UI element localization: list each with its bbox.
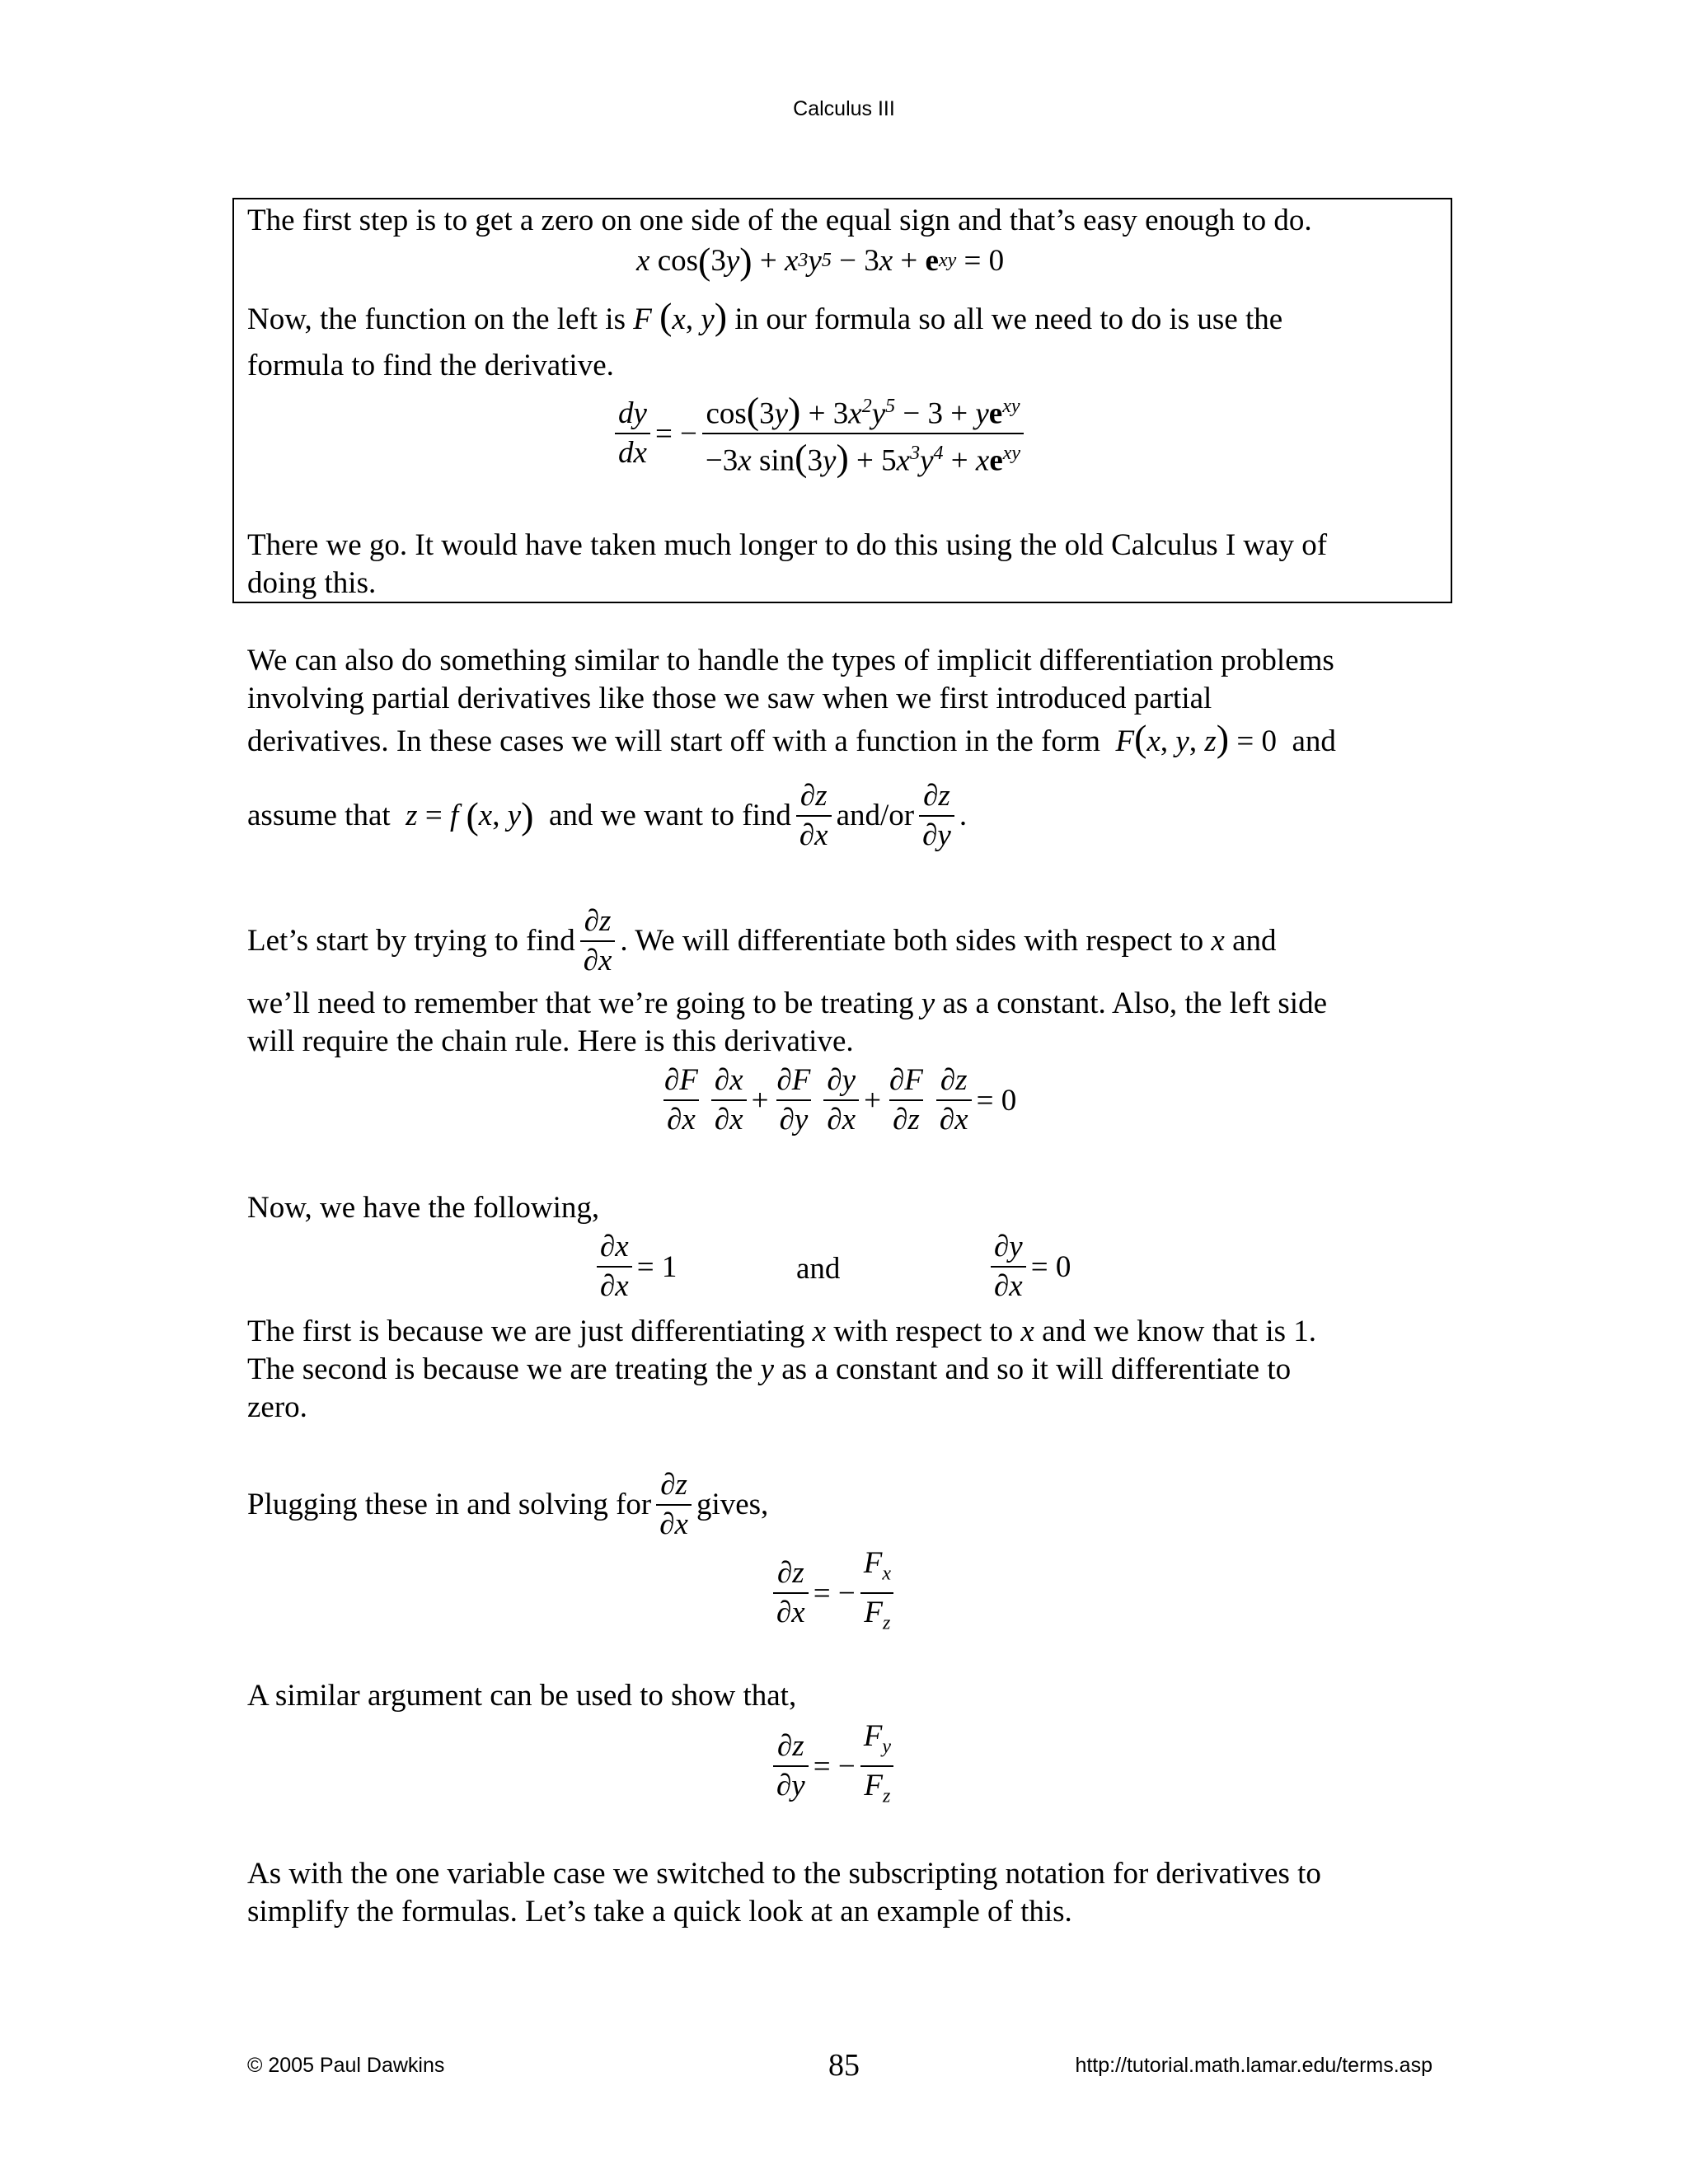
- equation-dz-dx-formula: $\frac{\partial z}{\partial x}$ = − $\frac{F_x}{F_z}$: [768, 1544, 899, 1643]
- equation-chain-rule: $\frac{\partial F}{\partial x}$ $\frac{\partial x}{\partial x}$ + $\frac{\partial F}{\partial y}$ $\frac{\partial y}{\partial x}$ + $\frac{\partial F}{\partial z}$ $\frac{\partial z}{\partial x}$ = 0: [656, 1062, 1016, 1139]
- equation-dy-dx-zero: $\frac{\partial y}{\partial x}$ = 0: [986, 1228, 1071, 1305]
- para6-line-2: simplify the formulas. Let’s take a quick look at an example of this.: [247, 1895, 1072, 1929]
- box-line-3: formula to find the derivative.: [247, 349, 614, 382]
- para1-line-2: involving partial derivatives like those we saw when we first introduced partial: [247, 682, 1212, 715]
- footer-page-number: 85: [828, 2048, 860, 2083]
- para1-line-3: derivatives. In these cases we will start off with a function in the form F(x, y, z) = 0 and: [247, 717, 1336, 759]
- para3-line-2: The first is because we are just differentiating x with respect to x and we know that is 1.: [247, 1315, 1317, 1348]
- footer-copyright: © 2005 Paul Dawkins: [247, 2054, 445, 2077]
- box-line-2: Now, the function on the left is F (x, y) in our formula so all we need to do is use the: [247, 295, 1283, 337]
- equation-dx-dx: $\frac{\partial x}{\partial x}$ = 1: [592, 1228, 677, 1305]
- para2-line-3: will require the chain rule. Here is this derivative.: [247, 1024, 854, 1058]
- para6-line-1: As with the one variable case we switched to the subscripting notation for derivatives to: [247, 1857, 1321, 1891]
- para3-line-1: Now, we have the following,: [247, 1191, 600, 1225]
- para3-line-4: zero.: [247, 1390, 307, 1424]
- page-header: Calculus III: [793, 97, 895, 120]
- and-label: and: [796, 1252, 841, 1286]
- equation-dy-dx: $\frac{dy}{dx}$ = − $\frac{\cos(3y) + 3x^2y^5 - 3 + ye^{xy}}{-3x \sin(3y) + 5x^3y^4 + xe^{xy}}$: [610, 387, 1029, 480]
- box-line-4: There we go. It would have taken much longer to do this using the old Calculus I way of: [247, 528, 1328, 562]
- para4-line-1: Plugging these in and solving for $\frac{\partial z}{\partial x}$ gives,: [247, 1464, 768, 1546]
- equation-dz-dy-formula: $\frac{\partial z}{\partial y}$ = − $\frac{F_y}{F_z}$: [768, 1718, 899, 1816]
- box-line-1: The first step is to get a zero on one side of the equal sign and that’s easy enough to do.: [247, 204, 1312, 237]
- equation-zero-form: x cos ( 3 y ) + x 3 y 5 − 3 x + e xy = 0: [636, 240, 1005, 282]
- para1-line-1: We can also do something similar to handle the types of implicit differentiation problems: [247, 644, 1334, 677]
- para1-line-4: assume that z = f ( x , y ) and we want to find $\frac{\partial z}{\partial x}$ and/or $\frac{\partial z}{\partial y}$ .: [247, 775, 967, 857]
- box-line-5: doing this.: [247, 566, 377, 600]
- para3-line-3: The second is because we are treating the y as a constant and so it will differentiate to: [247, 1352, 1292, 1386]
- para5-line-1: A similar argument can be used to show that,: [247, 1679, 797, 1713]
- para2-line-2: we’ll need to remember that we’re going to be treating y as a constant. Also, the left side: [247, 987, 1327, 1020]
- para2-line-1: Let’s start by trying to find $\frac{\partial z}{\partial x}$ . We will differentiate both sides with respect to x and: [247, 900, 1277, 982]
- footer-url[interactable]: http://tutorial.math.lamar.edu/terms.asp: [1075, 2054, 1432, 2077]
